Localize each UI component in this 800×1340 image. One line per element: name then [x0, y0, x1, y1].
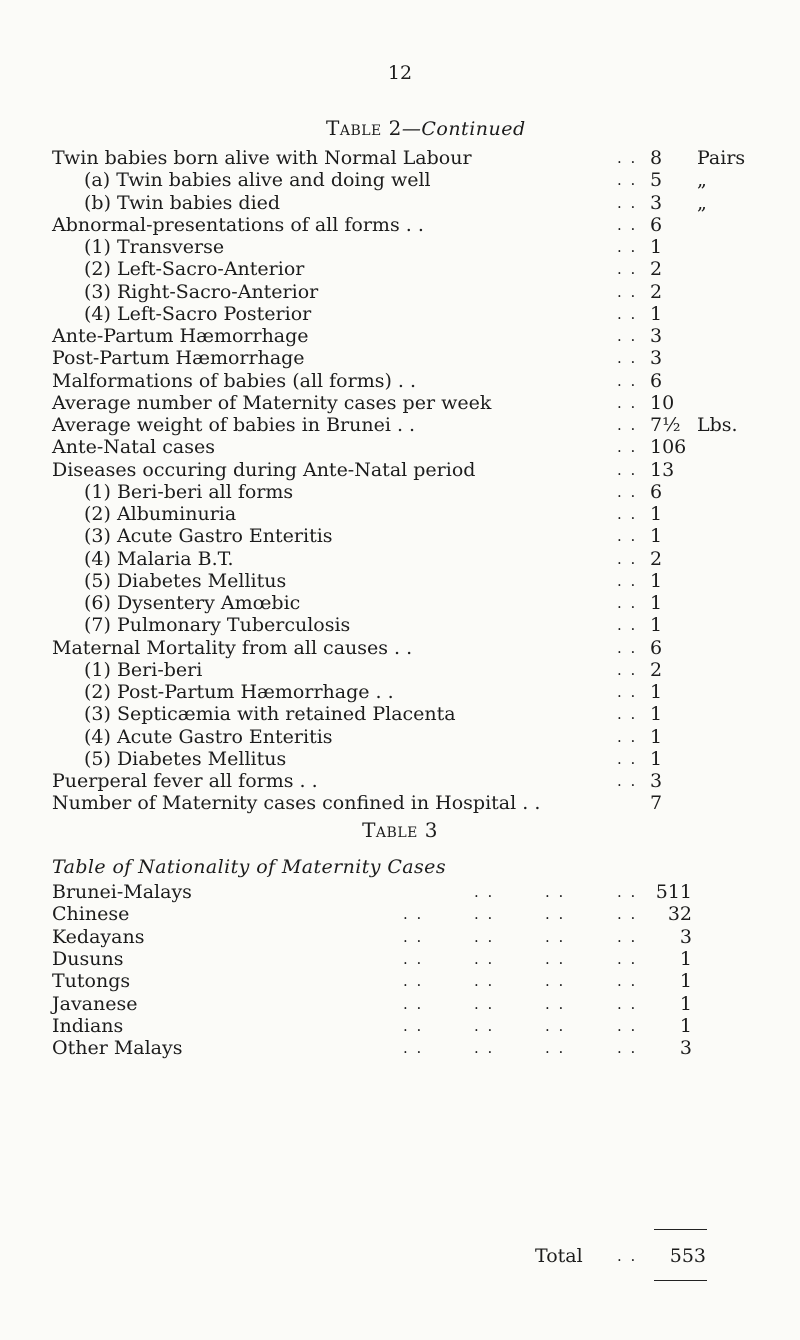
row-leader: . .	[617, 1016, 638, 1035]
row-value: 1	[679, 970, 692, 993]
row-label: Average weight of babies in Brunei . .	[52, 414, 416, 436]
row-leader: . .	[617, 660, 638, 679]
row-label: (4) Malaria B.T.	[84, 547, 234, 570]
table-2-row	[0, 146, 800, 170]
table-2-row	[0, 658, 800, 682]
row-leader: . .	[617, 994, 638, 1013]
row-label: (4) Left-Sacro Posterior	[84, 302, 312, 325]
table-2-row	[0, 502, 800, 526]
row-leader: . .	[474, 972, 495, 991]
row-leader: . .	[617, 238, 638, 256]
row-label: (6) Dysentery Amœbic	[84, 592, 301, 614]
row-leader: . .	[617, 972, 638, 991]
row-leader: . .	[617, 705, 638, 724]
table-3-row	[0, 880, 800, 904]
row-leader: . .	[403, 927, 424, 946]
row-leader: . .	[617, 949, 638, 968]
row-value: 1	[650, 725, 663, 748]
row-value: 1	[650, 569, 663, 592]
table-3-row	[0, 925, 800, 949]
row-label: Dusuns	[52, 947, 124, 970]
row-value: 1	[679, 947, 692, 970]
row-label: Javanese	[52, 992, 138, 1015]
row-label: Malformations of babies (all forms) . .	[52, 369, 417, 392]
row-leader: . .	[474, 949, 495, 968]
row-value: 8	[650, 147, 663, 169]
row-leader: . .	[617, 571, 638, 590]
row-leader: . .	[403, 1016, 424, 1035]
row-leader: . .	[617, 327, 638, 345]
table-2-row	[0, 191, 800, 215]
total-rule-bottom	[654, 1280, 707, 1281]
row-leader: . .	[617, 683, 638, 701]
row-value: 13	[650, 458, 675, 481]
row-label: (7) Pulmonary Tuberculosis	[84, 614, 351, 637]
table-2-row	[0, 369, 800, 393]
row-leader: . .	[617, 215, 638, 234]
row-value: 511	[655, 881, 692, 903]
row-value: 2	[650, 258, 663, 281]
row-label: (3) Acute Gastro Enteritis	[84, 525, 333, 548]
table-2-row	[0, 435, 800, 459]
row-leader: . .	[617, 260, 638, 279]
table-2-row	[0, 725, 800, 749]
row-value: 1	[650, 681, 663, 703]
table-3-row	[0, 1036, 800, 1060]
row-leader: . .	[617, 1039, 638, 1058]
table-2-title-suffix: —Continued	[401, 118, 526, 140]
table-3-row	[0, 947, 800, 971]
row-leader: . .	[545, 994, 566, 1013]
table-3-row	[0, 992, 800, 1016]
row-value: 106	[650, 436, 687, 459]
total-label: Total	[535, 1245, 583, 1267]
row-leader: . .	[617, 149, 638, 167]
row-leader: . .	[617, 905, 638, 924]
table-2-row	[0, 391, 800, 415]
row-label: (3) Septicæmia with retained Placenta	[84, 703, 456, 726]
table-2-row	[0, 747, 800, 771]
table-2-row	[0, 702, 800, 726]
row-label: Number of Maternity cases confined in Hospital . .	[52, 792, 541, 815]
row-leader: . .	[545, 927, 566, 946]
table-3-total-row	[0, 1244, 800, 1268]
row-leader: . .	[617, 772, 638, 790]
row-value: 3	[650, 347, 663, 370]
page-number: 12	[387, 62, 413, 84]
row-label: (1) Transverse	[84, 236, 225, 258]
row-label: Abnormal-presentations of all forms . .	[52, 213, 424, 236]
row-value: 1	[650, 703, 663, 726]
row-unit: „	[697, 169, 707, 192]
table-2-row	[0, 257, 800, 281]
row-leader: . .	[617, 927, 638, 946]
row-value: 1	[650, 592, 663, 614]
row-leader: . .	[474, 1039, 495, 1058]
row-label: (2) Post-Partum Hæmorrhage . .	[84, 681, 394, 703]
table-2-row	[0, 235, 800, 259]
row-label: (1) Beri-beri all forms	[84, 480, 294, 503]
row-label: Average number of Maternity cases per week	[52, 391, 492, 414]
row-value: 3	[679, 925, 692, 948]
row-value: 3	[679, 1037, 692, 1060]
total-value: 553	[669, 1245, 706, 1267]
row-leader: . .	[617, 438, 638, 457]
table-2-row	[0, 769, 800, 793]
row-leader: . .	[617, 727, 638, 746]
table-2-row	[0, 280, 800, 304]
table-3-title-text: Table 3	[362, 818, 438, 842]
row-label: (5) Diabetes Mellitus	[84, 569, 287, 592]
table-2-title-prefix: Table 2	[326, 116, 402, 140]
row-leader: . .	[617, 193, 638, 212]
row-leader: . .	[617, 549, 638, 568]
row-label: (5) Diabetes Mellitus	[84, 747, 287, 770]
row-value: 32	[667, 903, 692, 926]
table-3-row	[0, 902, 800, 926]
total-leader: . .	[617, 1247, 638, 1265]
row-value: 2	[650, 280, 663, 303]
row-unit: Lbs.	[697, 414, 738, 436]
row-leader: . .	[617, 304, 638, 323]
table-2-row	[0, 480, 800, 504]
row-label: Chinese	[52, 903, 130, 926]
row-leader: . .	[403, 994, 424, 1013]
row-label: (2) Albuminuria	[84, 503, 237, 525]
row-label: (2) Left-Sacro-Anterior	[84, 258, 305, 281]
row-leader: . .	[474, 994, 495, 1013]
row-leader: . .	[617, 594, 638, 612]
row-value: 1	[679, 992, 692, 1015]
row-value: 6	[650, 480, 663, 503]
row-leader: . .	[617, 371, 638, 390]
row-leader: . .	[403, 949, 424, 968]
row-value: 1	[650, 614, 663, 637]
row-leader: . .	[545, 1039, 566, 1058]
row-label: Maternal Mortality from all causes . .	[52, 636, 413, 659]
table-2-row	[0, 168, 800, 192]
row-value: 6	[650, 213, 663, 236]
row-leader: . .	[403, 905, 424, 924]
row-label: (1) Beri-beri	[84, 658, 203, 681]
table-2-row	[0, 302, 800, 326]
table-2-row	[0, 791, 800, 815]
row-value: 6	[650, 636, 663, 659]
row-unit: Pairs	[697, 147, 746, 169]
table-3-subtitle: Table of Nationality of Maternity Cases	[52, 856, 446, 878]
table-2-row	[0, 591, 800, 615]
row-leader: . .	[617, 416, 638, 434]
row-label: Ante-Natal cases	[52, 436, 216, 459]
table-2-row	[0, 213, 800, 237]
table-2-title	[326, 116, 526, 140]
row-label: Brunei-Malays	[52, 881, 192, 903]
table-2-row	[0, 346, 800, 370]
row-leader: . .	[617, 171, 638, 190]
table-2-row	[0, 524, 800, 548]
row-leader: . .	[545, 972, 566, 991]
total-rule-top	[654, 1229, 707, 1230]
row-leader: . .	[617, 527, 638, 546]
row-leader: . .	[545, 1016, 566, 1035]
row-leader: . .	[617, 282, 638, 301]
row-leader: . .	[617, 505, 638, 523]
row-leader: . .	[403, 1039, 424, 1058]
row-label: Diseases occuring during Ante-Natal period	[52, 458, 476, 481]
row-label: Ante-Partum Hæmorrhage	[52, 325, 309, 347]
row-leader: . .	[403, 972, 424, 991]
row-value: 10	[650, 391, 675, 414]
row-value: 1	[650, 525, 663, 548]
row-label: (b) Twin babies died	[84, 191, 281, 214]
table-2-row	[0, 680, 800, 704]
table-2-row	[0, 413, 800, 437]
row-value: 3	[650, 191, 663, 214]
row-leader: . .	[474, 905, 495, 924]
row-leader: . .	[617, 482, 638, 501]
row-label: Tutongs	[52, 970, 131, 993]
row-leader: . .	[617, 393, 638, 412]
row-label: (a) Twin babies alive and doing well	[84, 169, 431, 192]
row-label: Twin babies born alive with Normal Labour	[52, 147, 472, 169]
row-value: 7½	[650, 414, 681, 436]
row-leader: . .	[545, 905, 566, 924]
table-3-row	[0, 969, 800, 993]
row-label: Indians	[52, 1014, 124, 1037]
row-label: Post-Partum Hæmorrhage	[52, 347, 305, 370]
row-leader: . .	[545, 883, 566, 901]
row-leader: . .	[617, 349, 638, 368]
row-leader: . .	[617, 638, 638, 657]
row-unit: „	[697, 191, 707, 214]
table-3-title	[0, 818, 800, 842]
row-value: 1	[650, 503, 663, 525]
row-value: 5	[650, 169, 663, 192]
row-value: 2	[650, 658, 663, 681]
table-2-row	[0, 636, 800, 660]
row-leader: . .	[617, 749, 638, 768]
row-leader: . .	[617, 616, 638, 635]
row-value: 1	[650, 302, 663, 325]
row-leader: . .	[474, 927, 495, 946]
row-value: 2	[650, 547, 663, 570]
row-label: Puerperal fever all forms . .	[52, 770, 318, 792]
row-label: Kedayans	[52, 925, 145, 948]
table-2-row	[0, 458, 800, 482]
row-value: 1	[650, 747, 663, 770]
row-value: 3	[650, 770, 663, 792]
row-leader: . .	[545, 949, 566, 968]
row-value: 3	[650, 325, 663, 347]
row-value: 7	[650, 792, 663, 815]
row-label: (3) Right-Sacro-Anterior	[84, 280, 319, 303]
row-leader: . .	[617, 883, 638, 901]
row-leader: . .	[474, 883, 495, 901]
table-2-row	[0, 569, 800, 593]
row-value: 6	[650, 369, 663, 392]
row-value: 1	[679, 1014, 692, 1037]
table-2-row	[0, 613, 800, 637]
row-leader: . .	[617, 460, 638, 479]
table-2-row	[0, 324, 800, 348]
table-3-row	[0, 1014, 800, 1038]
row-label: Other Malays	[52, 1037, 183, 1060]
table-2-row	[0, 547, 800, 571]
row-value: 1	[650, 236, 663, 258]
row-label: (4) Acute Gastro Enteritis	[84, 725, 333, 748]
row-leader: . .	[474, 1016, 495, 1035]
